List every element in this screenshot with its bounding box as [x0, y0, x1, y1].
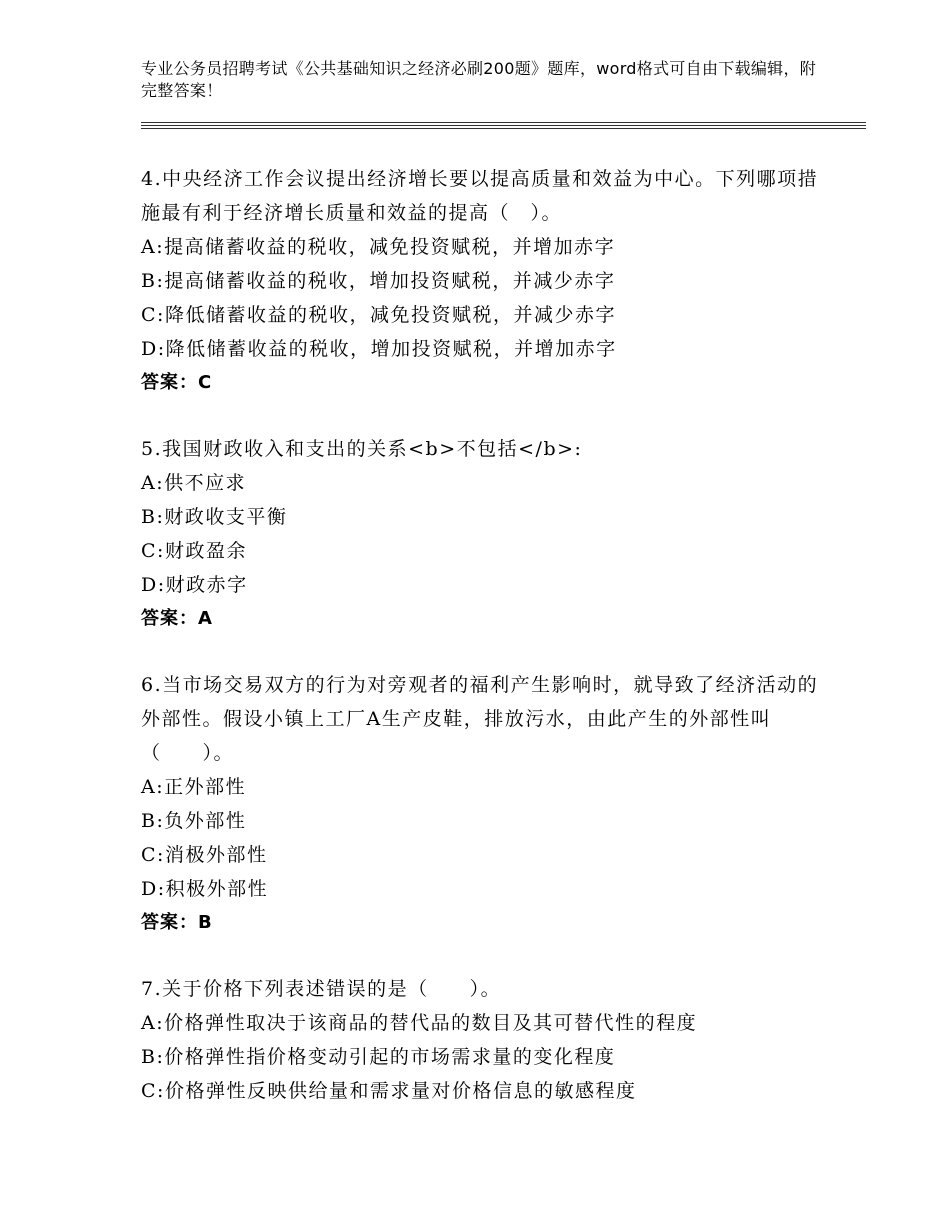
option-c: C:财政盈余 [141, 540, 247, 562]
option-d: D:财政赤字 [141, 574, 248, 596]
option-a: A:提高储蓄收益的税收，减免投资赋税，并增加赤字 [141, 236, 616, 258]
option-c: C:消极外部性 [141, 844, 268, 866]
question-stem: 4.中央经济工作会议提出经济增长要以提高质量和效益为中心。下列哪项措施最有利于经济增长质量和效益的提高（ ）。 [141, 168, 819, 224]
question-4 [141, 162, 821, 400]
option-a: A:供不应求 [141, 472, 247, 494]
question-5 [141, 432, 821, 636]
question-7 [141, 972, 821, 1108]
question-list [141, 162, 821, 1140]
answer-label: 答案：A [141, 608, 213, 629]
option-c: C:价格弹性反映供给量和需求量对价格信息的敏感程度 [141, 1080, 637, 1102]
option-a: A:价格弹性取决于该商品的替代品的数目及其可替代性的程度 [141, 1012, 698, 1034]
option-c: C:降低储蓄收益的税收，减免投资赋税，并减少赤字 [141, 304, 616, 326]
question-stem: 6.当市场交易双方的行为对旁观者的福利产生影响时，就导致了经济活动的外部性。假设小镇上工厂A生产皮鞋，排放污水，由此产生的外部性叫（ ）。 [141, 674, 819, 764]
option-d: D:积极外部性 [141, 878, 269, 900]
option-b: B:提高储蓄收益的税收，增加投资赋税，并减少赤字 [141, 270, 616, 292]
question-stem: 5.我国财政收入和支出的关系<b>不包括</b>: [141, 438, 583, 460]
answer-label: 答案：B [141, 912, 213, 933]
option-b: B:价格弹性指价格变动引起的市场需求量的变化程度 [141, 1046, 616, 1068]
option-b: B:财政收支平衡 [141, 506, 288, 528]
question-stem: 7.关于价格下列表述错误的是（ ）。 [141, 978, 502, 1000]
option-b: B:负外部性 [141, 810, 247, 832]
answer-label: 答案：C [141, 372, 213, 393]
option-a: A:正外部性 [141, 776, 247, 798]
option-d: D:降低储蓄收益的税收，增加投资赋税，并增加赤字 [141, 338, 617, 360]
document-header: 专业公务员招聘考试《公共基础知识之经济必刷200题》题库，word格式可自由下载编辑，附完整答案！ [141, 59, 817, 100]
header-rule-top [141, 122, 866, 123]
header-rule-bottom [141, 128, 866, 129]
header-rule-middle [141, 125, 866, 126]
question-6 [141, 668, 821, 940]
